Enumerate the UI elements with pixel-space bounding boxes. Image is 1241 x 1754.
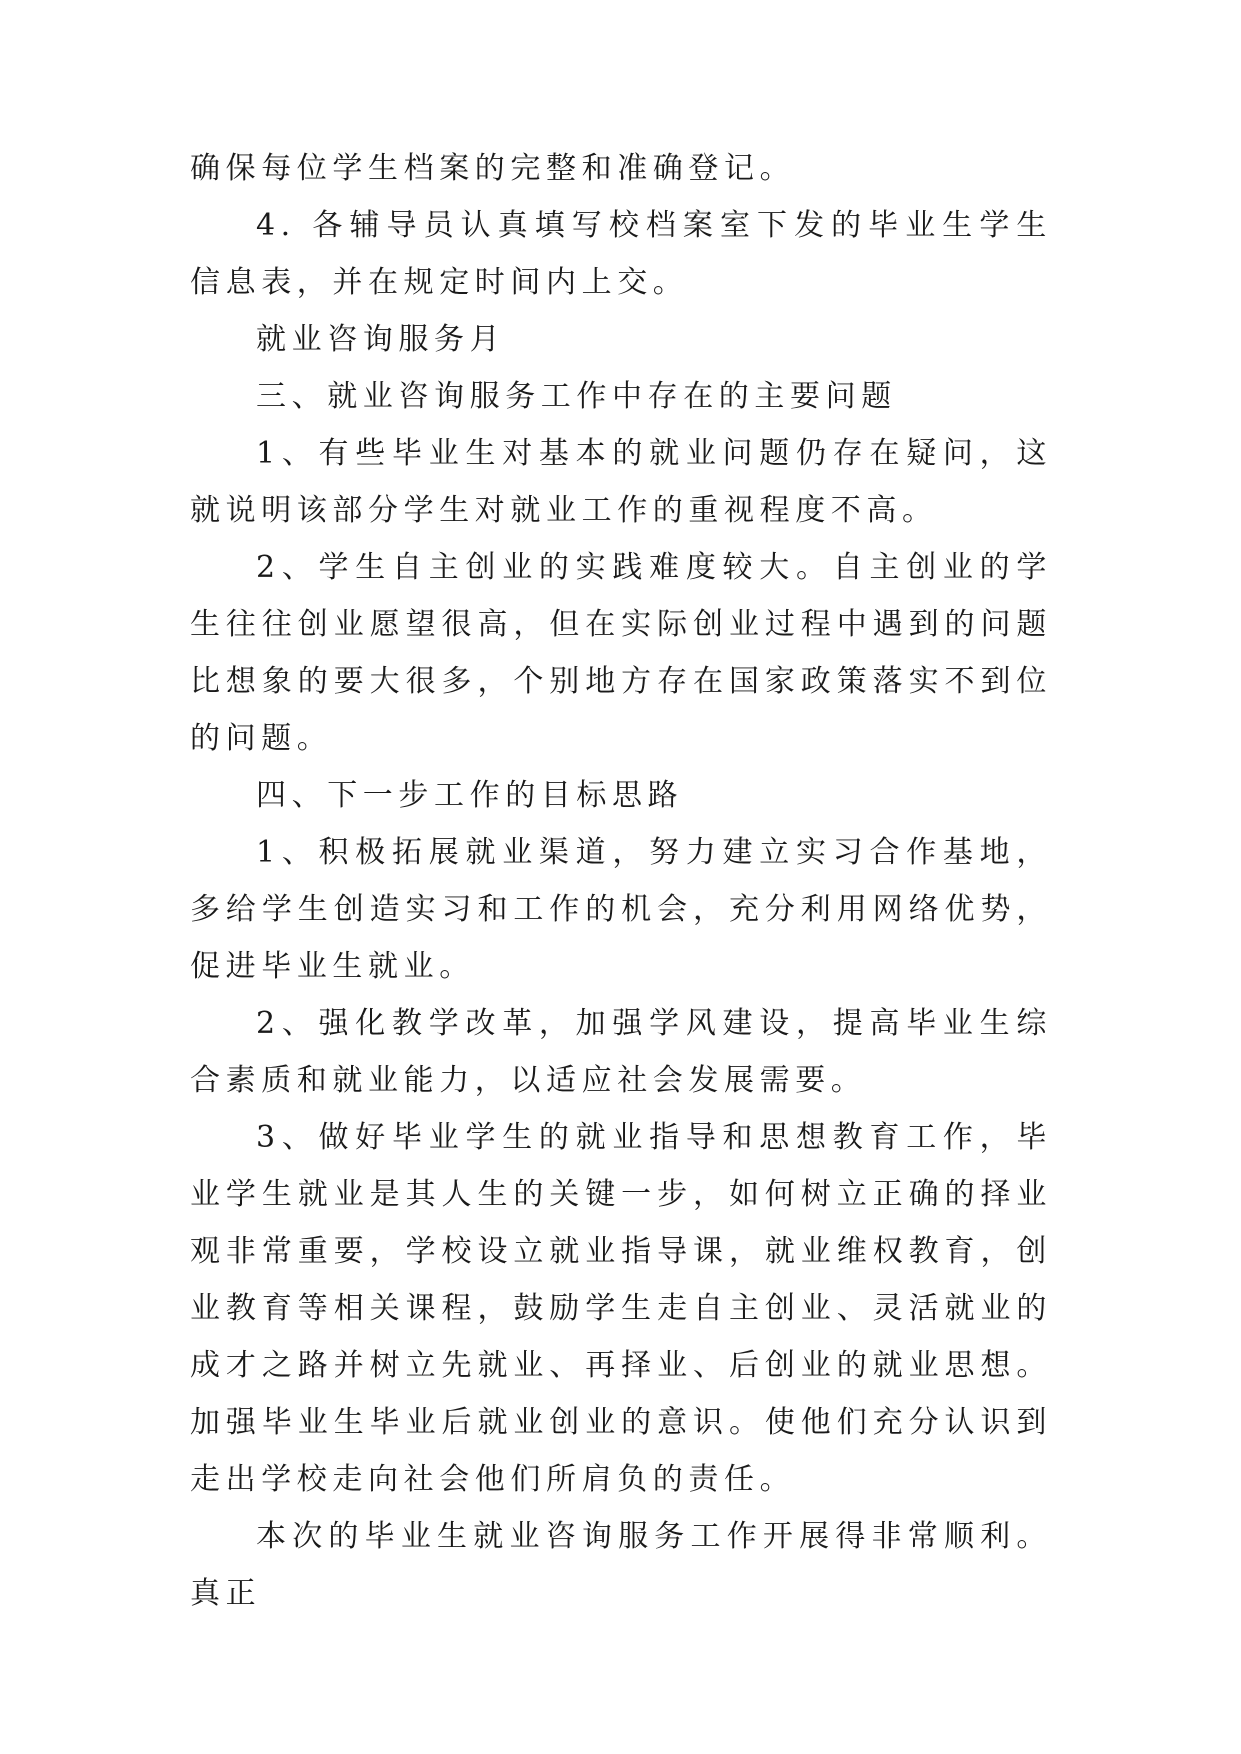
paragraph-problem-1: 1、有些毕业生对基本的就业问题仍存在疑问，这就说明该部分学生对就业工作的重视程度不高。 (190, 436, 1052, 528)
paragraph-conclusion: 本次的毕业生就业咨询服务工作开展得非常顺利。真正 (190, 1519, 1052, 1611)
paragraph-goal-2: 2、强化教学改革，加强学风建设，提高毕业生综合素质和就业能力，以适应社会发展需要。 (190, 1006, 1052, 1098)
paragraph-heading-service-month: 就业咨询服务月 (256, 322, 506, 357)
section-heading-4: 四、下一步工作的目标思路 (256, 778, 684, 813)
paragraph-goal-1: 1、积极拓展就业渠道，努力建立实习合作基地，多给学生创造实习和工作的机会，充分利用网络优势，促进毕业生就业。 (190, 835, 1052, 984)
paragraph-item-4: 4. 各辅导员认真填写校档案室下发的毕业生学生信息表，并在规定时间内上交。 (190, 208, 1052, 300)
paragraph-continuation: 确保每位学生档案的完整和准确登记。 (190, 151, 796, 186)
document-page (190, 140, 1052, 1622)
paragraph-problem-2: 2、学生自主创业的实践难度较大。自主创业的学生往往创业愿望很高，但在实际创业过程中遇到的问题比想象的要大很多，个别地方存在国家政策落实不到位的问题。 (190, 550, 1052, 756)
paragraph-goal-3: 3、做好毕业学生的就业指导和思想教育工作，毕业学生就业是其人生的关键一步，如何树立正确的择业观非常重要，学校设立就业指导课，就业维权教育，创业教育等相关课程，鼓励学生走自主创业、灵活就业的成才之路并树立先就业、再择业、后创业的就业思想。加强毕业生毕业后就业创业的意识。使他们充分认识到走出学校走向社会他们所肩负的责任。 (190, 1120, 1052, 1497)
section-heading-3: 三、就业咨询服务工作中存在的主要问题 (256, 379, 897, 414)
